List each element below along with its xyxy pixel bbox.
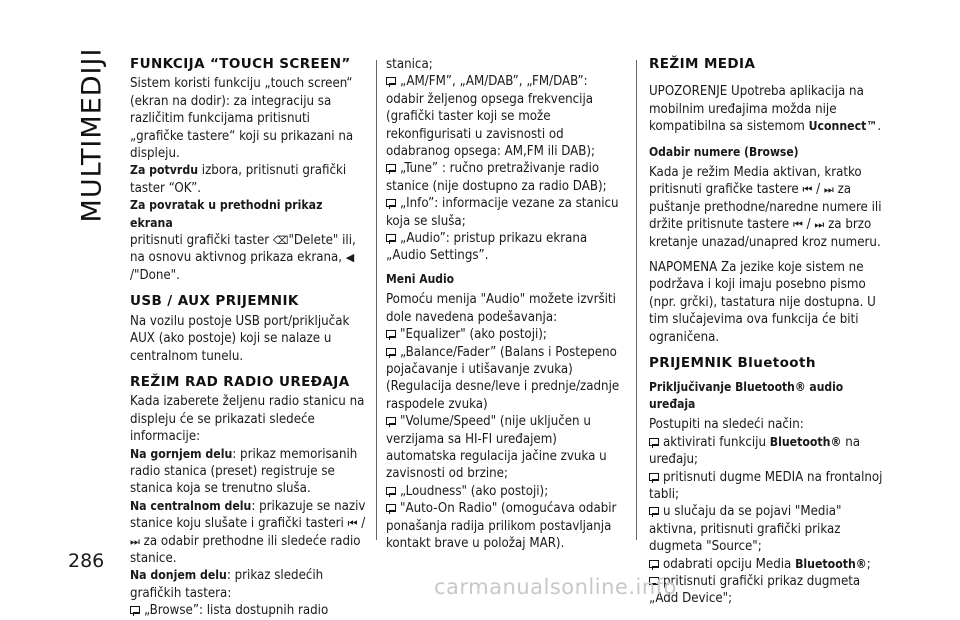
list-item <box>386 73 626 160</box>
list-item <box>386 344 626 414</box>
item1-text-a: aktivirati funkciju <box>663 434 770 450</box>
item4-bluetooth: Bluetooth® <box>795 556 867 571</box>
info-item-text: „Info”: informacije vezane za stanicu koja se sluša; <box>386 196 619 229</box>
media-heading: REŽIM MEDIA <box>649 56 756 72</box>
pairing-intro: Postupiti na sledeći način: <box>649 417 804 433</box>
column-divider <box>636 60 637 540</box>
back-text-a: pritisnuti grafički taster <box>130 233 273 249</box>
touch-screen-text: Sistem koristi funkciju „touch screen“ (ekran na dodir): za integraciju sa različitim funkcijama pritisnuti „grafičke tastere“ koji su prikazani na displeju. <box>130 76 354 162</box>
top-paragraph <box>130 446 366 498</box>
column-2 <box>386 56 626 552</box>
center-text-b: / <box>357 516 366 532</box>
column-1 <box>130 56 366 620</box>
next-icon: ⏭ <box>823 183 834 197</box>
volume-item-text: "Volume/Speed" (nije uključen u verzijama sa HI-FI uređajem) automatska regulacija jačine zvuka u zavisnosti od brzine; <box>386 414 607 482</box>
bullet-icon <box>386 348 396 356</box>
continued-text: stanica; <box>386 57 433 72</box>
bottom-label: Na donjem delu <box>130 568 227 583</box>
item3-text: u slučaju da se pojavi "Media" aktivna, pritisnuti grafički prikaz dugmeta "Source"; <box>649 504 842 555</box>
next-icon: ⏭ <box>814 218 825 232</box>
auto-on-item-text: "Auto-On Radio" (omogućava odabir ponašanja radija prilikom postavljanja kontakt brave u položaj MAR). <box>386 501 617 551</box>
list-item <box>386 500 626 552</box>
bullet-icon <box>386 234 396 242</box>
list-item <box>386 413 626 483</box>
item5-text: pritisnuti grafički prikaz dugmeta „Add Device"; <box>649 573 861 607</box>
top-text: : prikaz memorisanih radio stanica (preset) registruje se stanica koja se trenutno sluša. <box>130 446 358 497</box>
loudness-item-text: „Loudness" (ako postoji); <box>400 483 549 499</box>
tune-item-text: „Tune” : ručno pretraživanje radio stanice (nije dostupno za radio DAB); <box>386 161 607 194</box>
confirm-paragraph <box>130 162 366 197</box>
slash: / <box>802 217 815 233</box>
back-label: Za povratak u prethodni prikaz ekrana <box>130 198 323 230</box>
radio-heading: REŽIM RAD RADIO UREĐAJA <box>130 373 350 390</box>
bullet-icon <box>649 560 659 568</box>
am-fm-item-text: „AM/FM”, „AM/DAB”, „FM/DAB”: odabir željenog opsega frekvencija (grafički taster koji se može rekonfigurisati u zavisnosti od odabranog opsega: AM,FM ili DAB); <box>386 74 596 160</box>
column-3 <box>649 56 889 608</box>
list-item <box>649 469 889 504</box>
list-item <box>386 326 626 343</box>
browse-text-c: za brzo kretanje unazad/unapred kroz numeru. <box>649 217 881 250</box>
list-item <box>386 160 626 195</box>
list-item <box>649 434 889 469</box>
browse-item-text: „Browse”: lista dostupnih radio <box>144 603 329 619</box>
warning-text: UPOZORENJE Upotreba aplikacija na mobilnim uređajima možda nije kompatibilna sa sistemom <box>649 84 864 135</box>
top-label: Na gornjem delu <box>130 446 233 461</box>
item4-text-c: ; <box>866 556 871 572</box>
center-paragraph <box>130 498 366 568</box>
bullet-icon <box>386 330 396 338</box>
previous-icon: ⏮ <box>347 517 358 531</box>
delete-icon: ⌫ <box>272 234 289 248</box>
bottom-paragraph <box>130 567 366 602</box>
bullet-icon <box>386 487 396 495</box>
warning-paragraph <box>649 83 889 135</box>
chapter-title <box>74 47 110 223</box>
bullet-icon <box>130 606 140 614</box>
browse-paragraph <box>649 164 889 251</box>
browse-text-a: Kada je režim Media aktivan, kratko pritisnuti grafičke tastere <box>649 165 862 198</box>
watermark: carmanualsonline.info <box>434 575 677 599</box>
item4-text-a: odabrati opciju Media <box>663 556 796 572</box>
bullet-icon <box>649 438 659 446</box>
meni-audio-text: Pomoću menija "Audio" možete izvršiti dole navedena podešavanja: <box>386 292 616 325</box>
bullet-icon <box>386 504 396 512</box>
center-text-c: za odabir prethodne ili sledeće radio stanice. <box>130 533 361 566</box>
bullet-icon <box>386 77 396 85</box>
column-divider <box>376 60 377 540</box>
pairing-heading: Priključivanje Bluetooth® audio uređaja <box>649 379 844 411</box>
radio-text: Kada izaberete željenu radio stanicu na displeju će se prikazati sledeće informacije: <box>130 394 365 445</box>
center-text-a: : prikazuje se naziv stanice koju slušate i grafički tasteri <box>130 498 366 532</box>
confirm-text: izbora, pritisnuti grafički taster “OK”. <box>130 163 347 196</box>
item1-text-c: na uređaju; <box>649 434 860 468</box>
previous-icon: ⏮ <box>802 183 813 197</box>
equalizer-item-text: "Equalizer" (ako postoji); <box>400 327 547 343</box>
list-item <box>649 503 889 555</box>
next-icon: ⏭ <box>130 534 140 548</box>
back-text-b: "Delete" ili, na osnovu aktivnog prikaza ekrana, <box>130 233 356 266</box>
balance-item-text: „Balance/Fader” (Balans i Postepeno pojačavanje i utišavanje zvuka) (Regulacija desne/leve i prednje/zadnje raspodele zvuka) <box>386 344 620 412</box>
bullet-icon <box>386 164 396 172</box>
browse-heading: Odabir numere (Browse) <box>649 144 799 159</box>
back-text-c: /"Done". <box>130 267 180 283</box>
warning-end: . <box>877 119 882 135</box>
meni-audio-heading: Meni Audio <box>386 271 455 286</box>
slash: / <box>812 182 824 198</box>
list-item <box>649 556 889 573</box>
touch-screen-heading: FUNKCIJA “TOUCH SCREEN” <box>130 56 351 72</box>
bullet-icon <box>649 473 659 481</box>
item2-text: pritisnuti dugme MEDIA na frontalnoj tabli; <box>649 469 883 502</box>
bottom-text: : prikaz sledećih grafičkih tastera: <box>130 568 324 601</box>
bullet-icon <box>649 507 659 515</box>
list-item <box>649 573 889 608</box>
previous-icon: ⏮ <box>792 218 803 232</box>
confirm-label: Za potvrdu <box>130 163 199 178</box>
browse-text-b: za puštanje prethodne/naredne numere ili držite pritisnute tastere <box>649 182 882 233</box>
back-paragraph <box>130 232 366 284</box>
list-item <box>386 195 626 230</box>
center-label: Na centralnom delu <box>130 498 252 513</box>
usb-text: Na vozilu postoje USB port/priključak AUX (ako postoje) koji se nalaze u centralnom tunelu. <box>130 313 350 364</box>
list-item <box>386 230 626 265</box>
bullet-icon <box>386 199 396 207</box>
note-text: NAPOMENA Za jezike koje sistem ne podržava i koji imaju posebno pismo (npr. grčki), tastatura nije dostupna. U tim slučajevima ova funkcija će biti ograničena. <box>649 260 876 345</box>
back-arrow-icon: ◀ <box>345 251 355 265</box>
audio-item-text: „Audio”: pristup prikazu ekrana „Audio Settings”. <box>386 231 588 264</box>
list-item <box>386 483 626 500</box>
back-label-paragraph <box>130 197 366 232</box>
page-number: 286 <box>68 550 105 572</box>
list-item <box>130 602 366 619</box>
bullet-icon <box>386 417 396 425</box>
item1-bluetooth: Bluetooth® <box>769 434 842 449</box>
bluetooth-heading: PRIJEMNIK Bluetooth <box>649 355 816 372</box>
chapter-title-text: MULTIMEDIJI <box>76 47 108 223</box>
usb-heading: USB / AUX PRIJEMNIK <box>130 293 299 310</box>
uconnect-label: Uconnect™ <box>808 119 878 134</box>
